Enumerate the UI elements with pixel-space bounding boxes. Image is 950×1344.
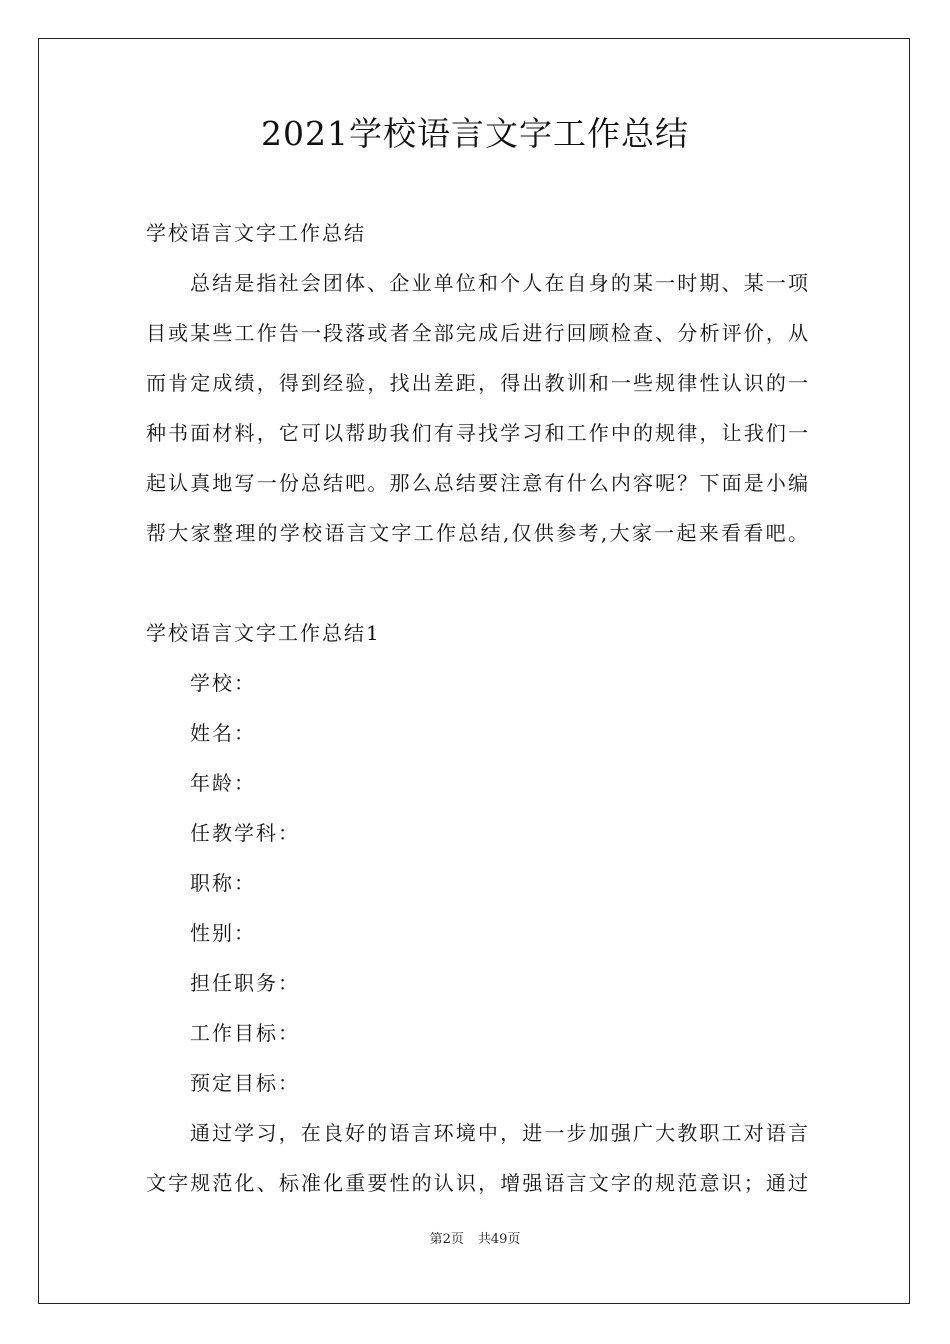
field-gender-label: 性别： — [190, 921, 256, 945]
field-name-label: 姓名： — [190, 721, 256, 745]
body-paragraph-line: 通过学习，在良好的语言环境中，进一步加强广大教职工对语言 — [190, 1121, 808, 1145]
paragraph-spacer — [146, 558, 808, 608]
field-title-label: 职称： — [190, 871, 256, 895]
page-footer — [0, 1230, 950, 1250]
intro-paragraph-line: 帮大家整理的学校语言文字工作总结,仅供参考,大家一起来看看吧。 — [146, 521, 808, 545]
field-subject-label: 任教学科： — [190, 821, 300, 845]
document-body — [146, 208, 808, 1208]
field-work-goal-label: 工作目标： — [190, 1021, 300, 1045]
field-planned-goal-label: 预定目标： — [190, 1071, 300, 1095]
section-heading: 学校语言文字工作总结1 — [146, 621, 381, 645]
body-paragraph-line: 文字规范化、标准化重要性的认识，增强语言文字的规范意识；通过 — [146, 1171, 808, 1195]
intro-heading: 学校语言文字工作总结 — [146, 221, 366, 245]
intro-paragraph-line: 总结是指社会团体、企业单位和个人在自身的某一时期、某一项 — [190, 271, 808, 295]
intro-paragraph-line: 而肯定成绩，得到经验，找出差距，得出教训和一些规律性认识的一 — [146, 371, 808, 395]
page-total: 共49页 — [477, 1232, 521, 1247]
field-age-label: 年龄： — [190, 771, 256, 795]
document-title: 2021学校语言文字工作总结 — [261, 114, 689, 153]
field-position-label: 担任职务： — [190, 971, 300, 995]
intro-paragraph-line: 起认真地写一份总结吧。那么总结要注意有什么内容呢？下面是小编 — [146, 471, 808, 495]
page-number: 第2页 — [429, 1232, 464, 1247]
intro-paragraph-line: 种书面材料，它可以帮助我们有寻找学习和工作中的规律，让我们一 — [146, 421, 808, 445]
field-school-label: 学校： — [190, 671, 256, 695]
intro-paragraph-line: 目或某些工作告一段落或者全部完成后进行回顾检查、分析评价，从 — [146, 321, 808, 345]
